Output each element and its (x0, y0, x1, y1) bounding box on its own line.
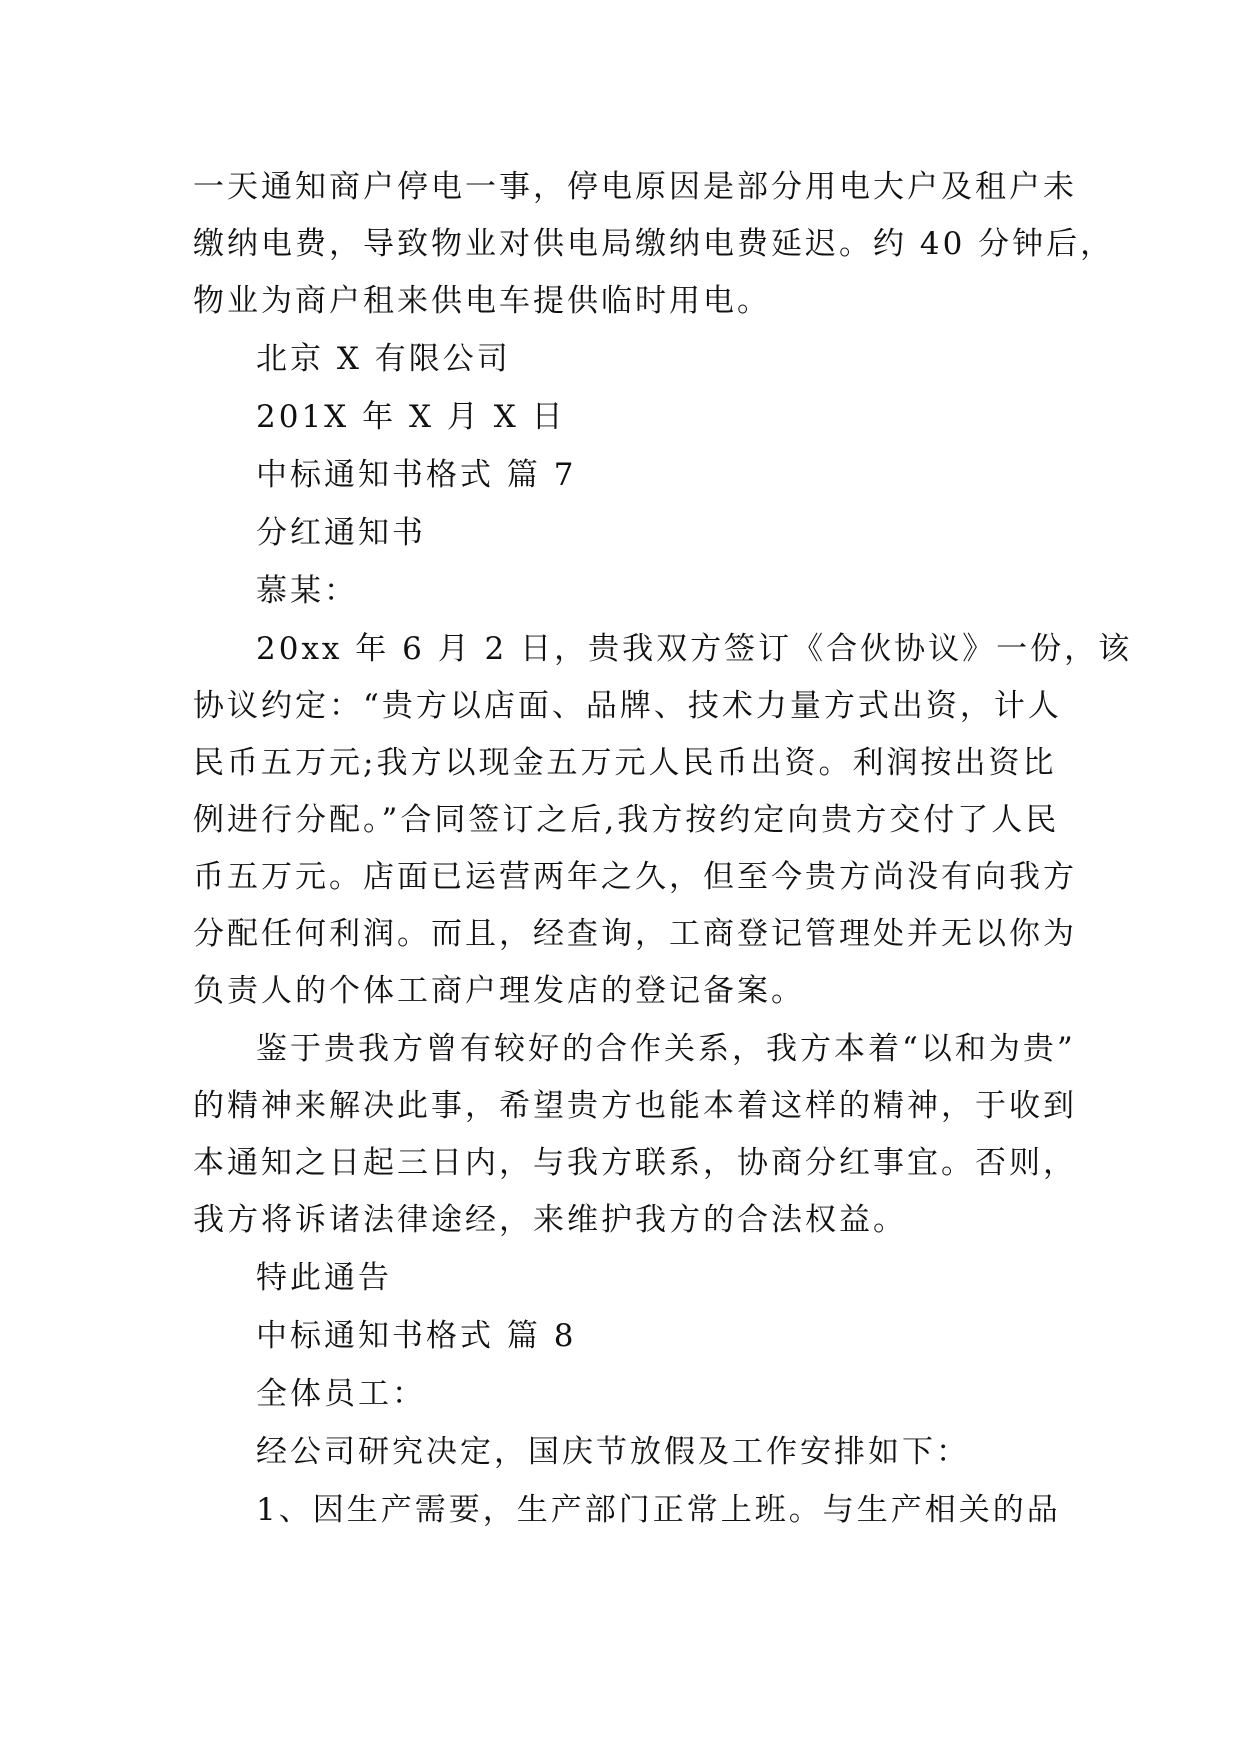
salutation: 慕某： (256, 573, 358, 609)
paragraph-line: 我方将诉诸法律途经，来维护我方的合法权益。 (193, 1202, 907, 1238)
paragraph-line: 经公司研究决定，国庆节放假及工作安排如下： (256, 1434, 970, 1470)
paragraph-line: 协议约定：“贵方以店面、品牌、技术力量方式出资，计人 (193, 688, 1062, 724)
paragraph-line: 负责人的个体工商户理发店的登记备案。 (193, 973, 805, 1009)
company-name: 北京 X 有限公司 (256, 341, 511, 377)
paragraph-line: 物业为商户租来供电车提供临时用电。 (193, 283, 771, 319)
paragraph-line: 20xx 年 6 月 2 日，贵我双方签订《合伙协议》一份，该 (256, 631, 1133, 667)
closing-line: 特此通告 (256, 1260, 392, 1296)
paragraph-line: 币五万元。店面已运营两年之久，但至今贵方尚没有向我方 (193, 859, 1077, 895)
paragraph-line: 的精神来解决此事，希望贵方也能本着这样的精神，于收到 (193, 1088, 1077, 1124)
date-line: 201X 年 X 月 X 日 (256, 399, 566, 435)
document-title: 分红通知书 (256, 515, 426, 551)
paragraph-line: 分配任何利润。而且，经查询，工商登记管理处并无以你为 (193, 916, 1077, 952)
paragraph-line: 缴纳电费，导致物业对供电局缴纳电费延迟。约 40 分钟后， (193, 226, 1115, 262)
paragraph-line: 一天通知商户停电一事，停电原因是部分用电大户及租户未 (193, 169, 1077, 205)
paragraph-line: 民币五万元;我方以现金五万元人民币出资。利润按出资比 (193, 745, 1057, 781)
section-heading: 中标通知书格式 篇 8 (256, 1318, 577, 1354)
salutation: 全体员工： (256, 1376, 426, 1412)
paragraph-line: 本通知之日起三日内，与我方联系，协商分红事宜。否则， (193, 1145, 1077, 1181)
paragraph-line: 例进行分配。”合同签订之后,我方按约定向贵方交付了人民 (193, 802, 1060, 838)
paragraph-line: 鉴于贵我方曾有较好的合作关系，我方本着“以和为贵” (256, 1031, 1076, 1067)
section-heading: 中标通知书格式 篇 7 (256, 457, 577, 493)
list-item: 1、因生产需要，生产部门正常上班。与生产相关的品 (256, 1492, 1061, 1528)
